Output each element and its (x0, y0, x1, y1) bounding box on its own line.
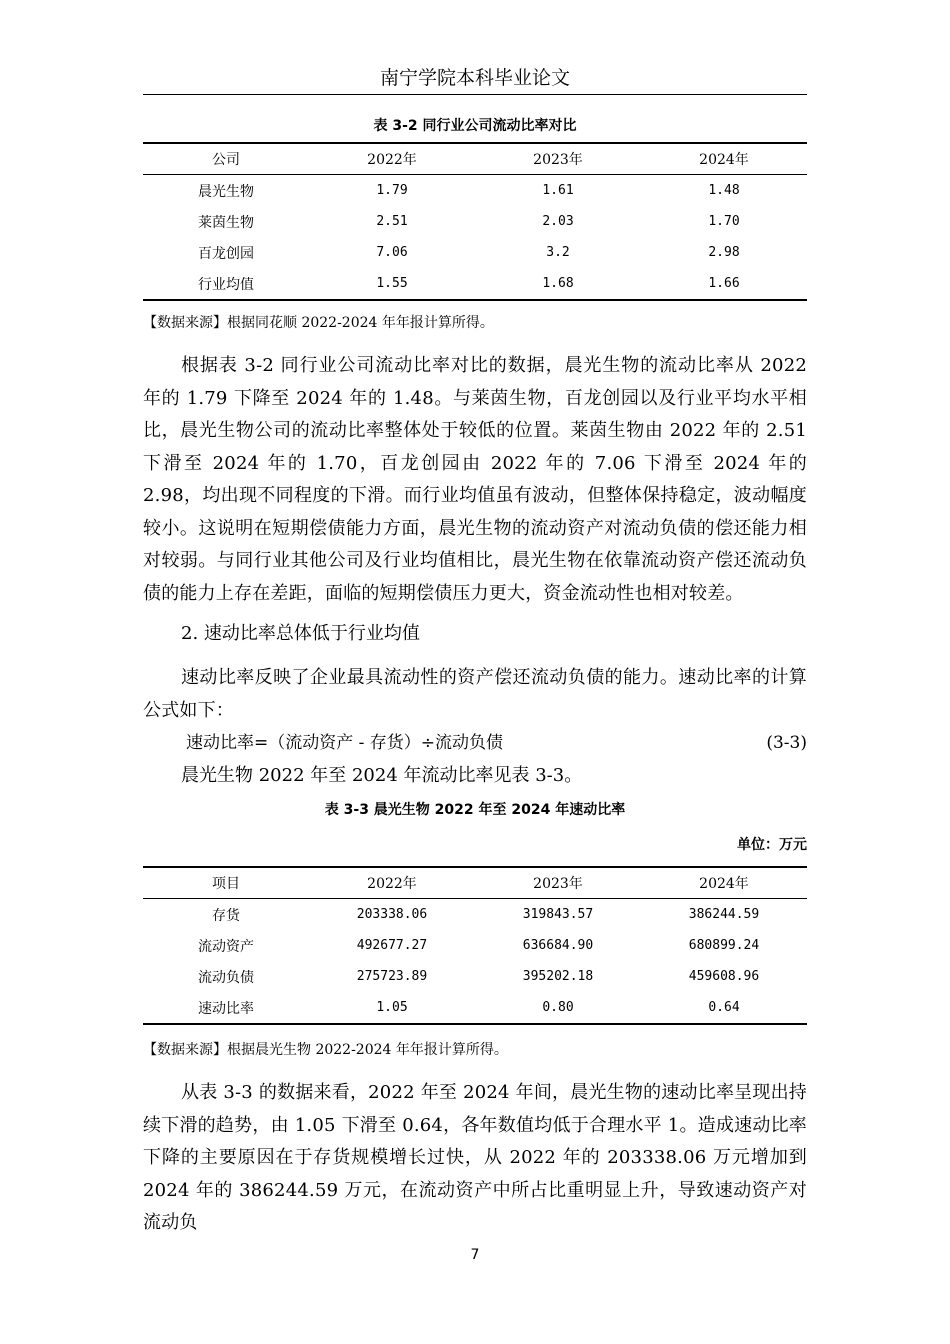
table-cell: 7.06 (376, 245, 408, 260)
table-cell: 0.64 (708, 1000, 740, 1015)
table-cell: 流动资产 (198, 938, 254, 955)
table-cell: 203338.06 (356, 907, 428, 922)
table-cell: 386244.59 (688, 907, 760, 922)
table1 (143, 142, 807, 301)
body-paragraph-3: 从表 3-3 的数据来看，2022 年至 2024 年间，晨光生物的速动比率呈现出持续下滑的趋势，由 1.05 下滑至 0.64，各年数值均低于合理水平 1。造成速动比率下降的主要原因在于存货规模增长过快，从 2022 年的 203338.06 万元增加到 2024 年的 386244.59 万元，在流动资产中所占比重明显上升，导致速动资产对流动负 (143, 1082, 807, 1233)
table-cell: 492677.27 (356, 938, 428, 953)
column-header: 2023年 (533, 876, 583, 892)
table-cell: 2.98 (708, 245, 740, 260)
table-cell: 1.70 (708, 214, 740, 229)
formula: 速动比率=（流动资产 - 存货）÷流动负债 (186, 733, 504, 753)
table-header-row (143, 867, 807, 899)
header-rule (143, 94, 807, 95)
table-cell: 百龙创园 (198, 245, 254, 262)
table2 (143, 866, 807, 1025)
body-paragraph-1: 根据表 3-2 同行业公司流动比率对比的数据，晨光生物的流动比率从 2022 年的 1.79 下降至 2024 年的 1.48。与莱茵生物，百龙创园以及行业平均水平相比，晨光生物公司的流动比率整体处于较低的位置。莱茵生物由 2022 年的 2.51 下滑至 2024 年的 1.70，百龙创园由 2022 年的 7.06 下滑至 2024 年的 2.98，均出现不同程度的下滑。而行业均值虽有波动，但整体保持稳定，波动幅度较小。这说明在短期偿债能力方面，晨光生物的流动资产对流动负债的偿还能力相对较弱。与同行业其他公司及行业均值相比，晨光生物在依靠流动资产偿还流动负债的能力上存在差距，面临的短期偿债压力更大，资金流动性也相对较差。 (143, 355, 807, 604)
table1-source: 【数据来源】根据同花顺 2022-2024 年年报计算所得。 (143, 315, 494, 331)
column-header: 2024年 (699, 876, 749, 892)
table1-caption: 表 3-2 同行业公司流动比率对比 (373, 118, 577, 134)
table2-caption: 表 3-3 晨光生物 2022 年至 2024 年速动比率 (324, 802, 626, 818)
table-row (143, 961, 807, 992)
page-header: 南宁学院本科毕业论文 (379, 67, 570, 89)
table-cell: 速动比率 (198, 1000, 254, 1017)
table-row (143, 268, 807, 300)
table-cell: 晨光生物 (198, 183, 254, 200)
table-row (143, 930, 807, 961)
table-row (143, 992, 807, 1024)
column-header: 2024年 (699, 152, 749, 168)
table-header-row (143, 143, 807, 175)
table2-unit: 单位：万元 (737, 837, 807, 853)
column-header: 2022年 (367, 152, 417, 168)
table-cell: 行业均值 (198, 276, 254, 293)
table-row (143, 237, 807, 268)
column-header: 项目 (212, 876, 240, 892)
table-cell: 2.51 (376, 214, 408, 229)
table-row (143, 175, 807, 207)
table-cell: 1.55 (376, 276, 408, 291)
table-row (143, 206, 807, 237)
table-cell: 流动负债 (198, 969, 254, 986)
table-cell: 1.61 (542, 183, 574, 198)
column-header: 2023年 (533, 152, 583, 168)
table-cell: 319843.57 (522, 907, 594, 922)
table-cell: 636684.90 (522, 938, 594, 953)
column-header: 2022年 (367, 876, 417, 892)
table-cell: 395202.18 (522, 969, 594, 984)
table-cell: 1.05 (376, 1000, 408, 1015)
page-number: 7 (470, 1247, 480, 1263)
table-cell: 1.68 (542, 276, 574, 291)
table-cell: 680899.24 (688, 938, 760, 953)
table-cell: 0.80 (542, 1000, 574, 1015)
table2-intro: 晨光生物 2022 年至 2024 年流动比率见表 3-3。 (181, 765, 583, 786)
table-cell: 存货 (212, 907, 240, 924)
table-cell: 459608.96 (688, 969, 760, 984)
section-heading: 2. 速动比率总体低于行业均值 (181, 623, 420, 644)
formula-number: (3-3) (766, 733, 807, 753)
table-cell: 1.79 (376, 183, 408, 198)
table-row (143, 899, 807, 931)
table-cell: 275723.89 (356, 969, 428, 984)
table-cell: 1.48 (708, 183, 740, 198)
body-paragraph-2: 速动比率反映了企业最具流动性的资产偿还流动负债的能力。速动比率的计算公式如下： (143, 667, 807, 721)
table2-source: 【数据来源】根据晨光生物 2022-2024 年年报计算所得。 (143, 1042, 508, 1058)
table-cell: 2.03 (542, 214, 574, 229)
table-cell: 1.66 (708, 276, 740, 291)
table-cell: 3.2 (546, 245, 570, 260)
column-header: 公司 (212, 152, 240, 168)
table-cell: 莱茵生物 (198, 214, 254, 231)
